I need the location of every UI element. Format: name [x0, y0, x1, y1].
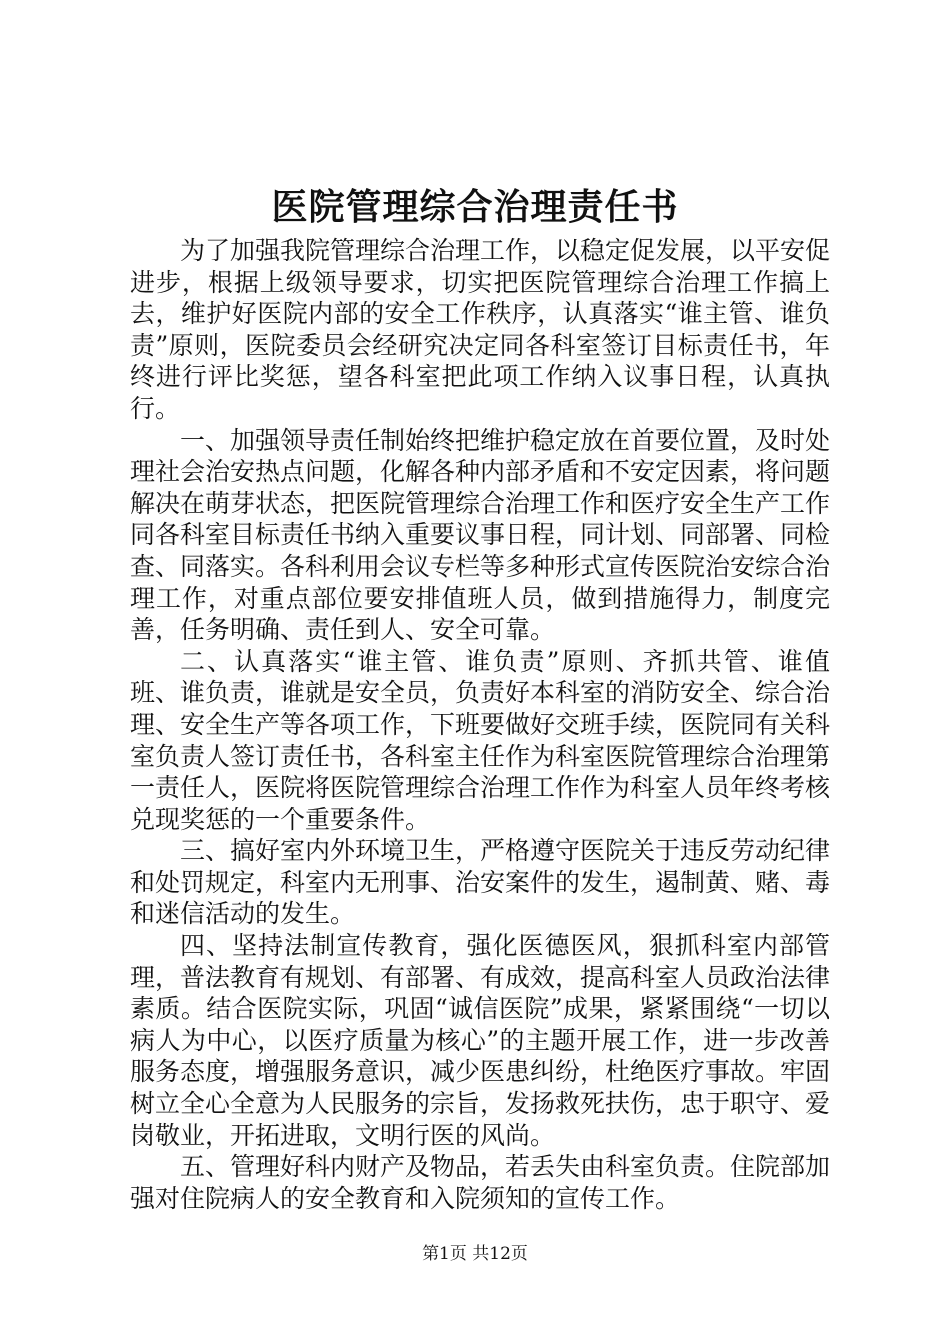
paragraph-item-1: 一、加强领导责任制始终把维护稳定放在首要位置，及时处理社会治安热点问题，化解各种内部矛盾和不安定因素，将问题解决在萌芽状态，把医院管理综合治理工作和医疗安全生产工作同各科室目标责任书纳入重要议事日程，同计划、同部署、同检查、同落实。各科利用会议专栏等多种形式宣传医院治安综合治理工作，对重点部位要安排值班人员，做到措施得力，制度完善，任务明确、责任到人、安全可靠。	[130, 425, 831, 645]
document-body	[130, 235, 830, 1214]
paragraph-item-4: 四、坚持法制宣传教育，强化医德医风，狠抓科室内部管理，普法教育有规划、有部署、有成效，提高科室人员政治法律素质。结合医院实际，巩固“诚信医院”成果，紧紧围绕“一切以病人为中心，以医疗质量为核心”的主题开展工作，进一步改善服务态度，增强服务意识，减少医患纠纷，杜绝医疗事故。牢固树立全心全意为人民服务的宗旨，发扬救死扶伤，忠于职守、爱岗敬业，开拓进取，文明行医的风尚。	[130, 931, 831, 1150]
paragraph-intro: 为了加强我院管理综合治理工作，以稳定促发展，以平安促进步，根据上级领导要求，切实把医院管理综合治理工作搞上去，维护好医院内部的安全工作秩序，认真落实“谁主管、谁负责”原则，医院委员会经研究决定同各科室签订目标责任书，年终进行评比奖惩，望各科室把此项工作纳入议事日程，认真执行。	[130, 236, 831, 423]
paragraph-item-2: 二、认真落实“谁主管、谁负责”原则、齐抓共管、谁值班、谁负责，谁就是安全员，负责好本科室的消防安全、综合治理、安全生产等各项工作，下班要做好交班手续，医院同有关科室负责人签订责任书，各科室主任作为科室医院管理综合治理第一责任人，医院将医院管理综合治理工作作为科室人员年终考核兑现奖惩的一个重要条件。	[130, 646, 831, 834]
page-number-footer: 第1页 共12页	[422, 1244, 528, 1264]
document-title: 医院管理综合治理责任书	[271, 186, 679, 228]
paragraph-item-5: 五、管理好科内财产及物品，若丢失由科室负责。住院部加强对住院病人的安全教育和入院须知的宣传工作。	[130, 1152, 831, 1213]
paragraph-item-3: 三、搞好室内外环境卫生，严格遵守医院关于违反劳动纪律和处罚规定，科室内无刑事、治安案件的发生，遏制黄、赌、毒和迷信活动的发生。	[130, 836, 831, 929]
